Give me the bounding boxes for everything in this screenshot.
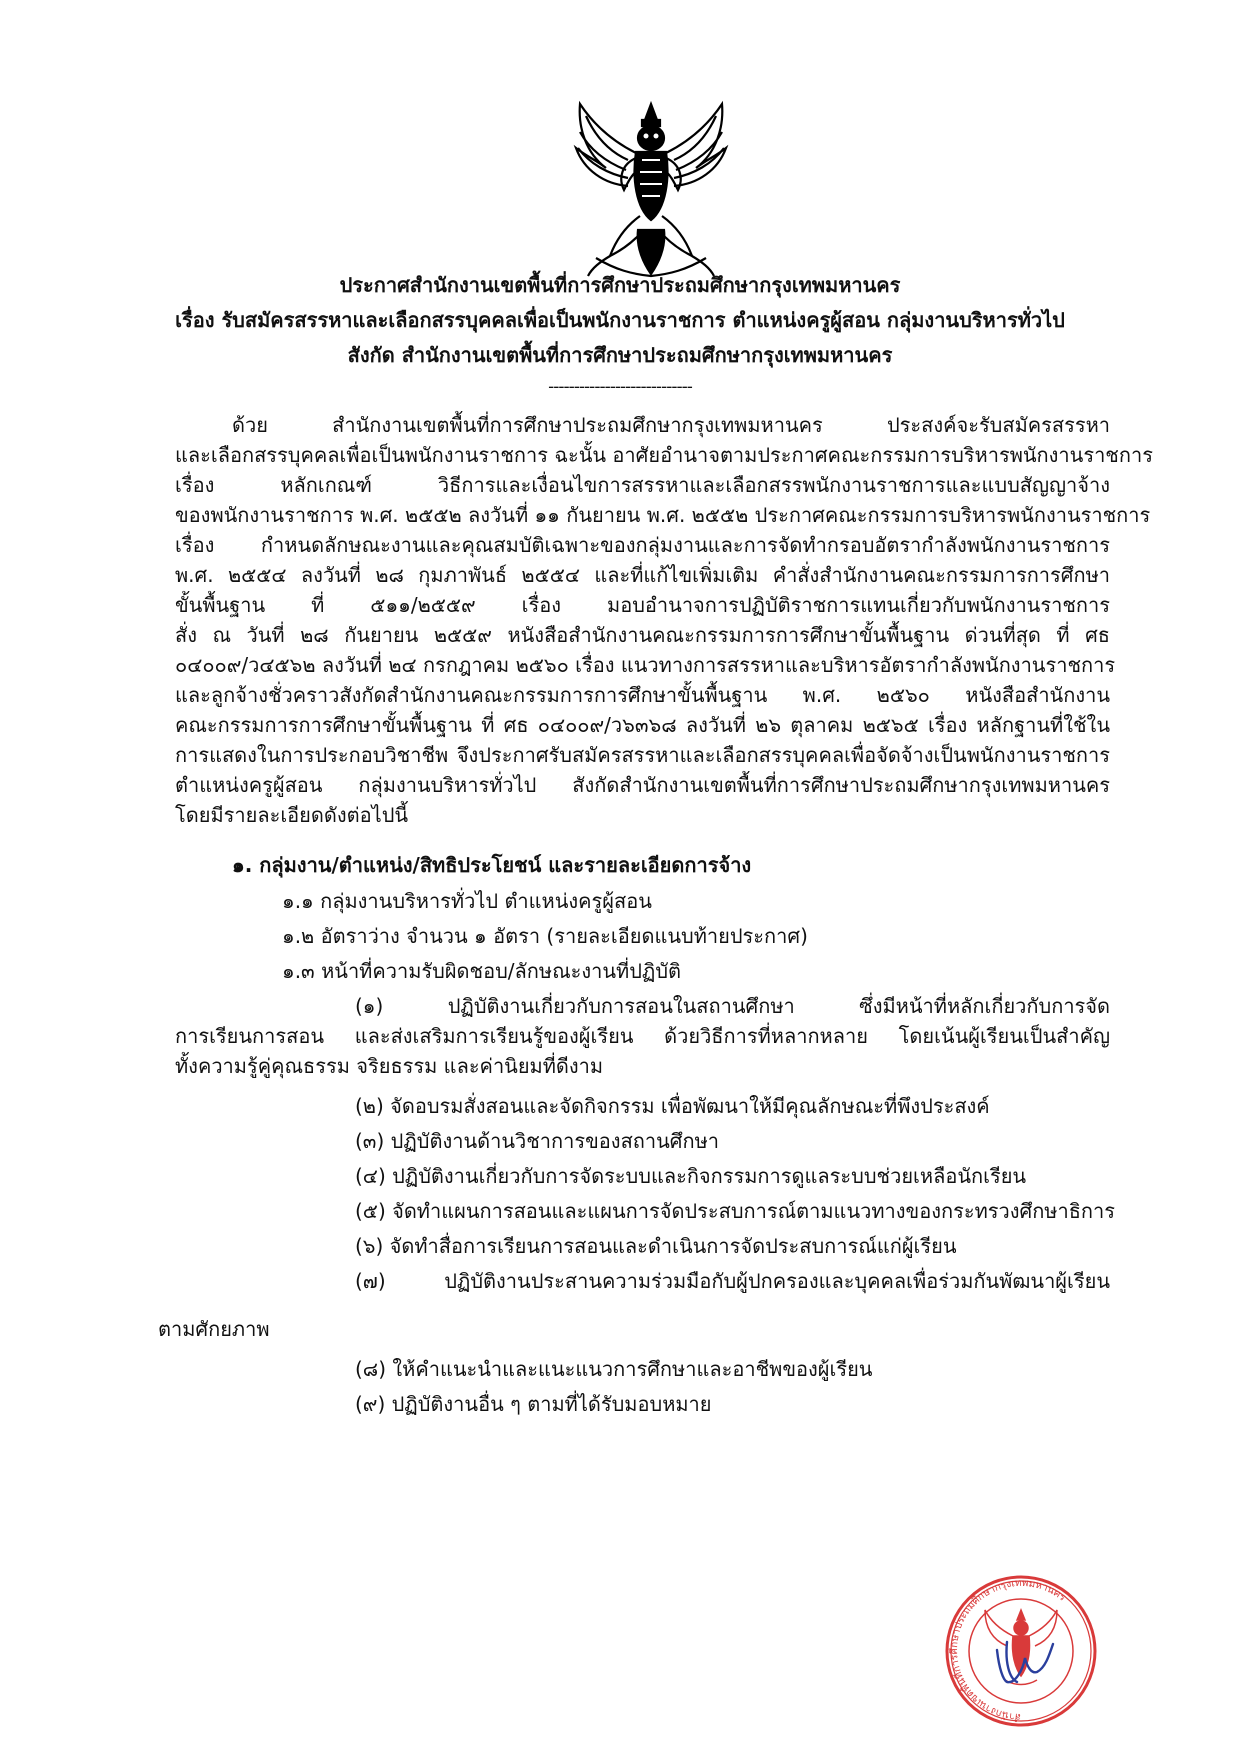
- sub-item: ๑.๑ กลุ่มงานบริหารทั่วไป ตำแหน่งครูผู้สอน: [282, 889, 652, 913]
- intro-line: และเลือกสรรบุคคลเพื่อเป็นพนักงานราชการ ฉะนั้น อาศัยอำนาจตามประกาศคณะกรรมการบริหารพนักงานราชการ: [175, 443, 1153, 467]
- announcement-affiliation: สังกัด สำนักงานเขตพื้นที่การศึกษาประถมศึกษากรุงเทพมหานคร: [347, 343, 893, 367]
- section-heading: ๑. กลุ่มงาน/ตำแหน่ง/สิทธิประโยชน์ และรายละเอียดการจ้าง: [232, 853, 752, 877]
- sub-item: ๑.๓ หน้าที่ความรับผิดชอบ/ลักษณะงานที่ปฏิบัติ: [282, 959, 682, 983]
- intro-line: และลูกจ้างชั่วคราวสังกัดสำนักงานคณะกรรมการการศึกษาขั้นพื้นฐาน พ.ศ. ๒๕๖๐ หนังสือสำนักงาน: [175, 683, 1110, 707]
- intro-line: ตำแหน่งครูผู้สอน กลุ่มงานบริหารทั่วไป สังกัดสำนักงานเขตพื้นที่การศึกษาประถมศึกษากรุงเทพมหานคร: [175, 773, 1110, 797]
- duty-item: (๔) ปฏิบัติงานเกี่ยวกับการจัดระบบและกิจกรรมการดูแลระบบช่วยเหลือนักเรียน: [355, 1164, 1027, 1188]
- duty-item: (๖) จัดทำสื่อการเรียนการสอนและดำเนินการจัดประสบการณ์แก่ผู้เรียน: [355, 1234, 957, 1258]
- sub-item: ๑.๒ อัตราว่าง จำนวน ๑ อัตรา (รายละเอียดแนบท้ายประกาศ): [282, 924, 808, 948]
- duty-item: (๒) จัดอบรมสั่งสอนและจัดกิจกรรม เพื่อพัฒนาให้มีคุณลักษณะที่พึงประสงค์: [355, 1094, 990, 1118]
- title-separator: ----------------------------: [548, 377, 692, 397]
- garuda-emblem: [566, 98, 736, 284]
- official-seal-stamp: [945, 1572, 1097, 1730]
- duty-item: (๘) ให้คำแนะนำและแนะแนวการศึกษาและอาชีพของผู้เรียน: [355, 1357, 873, 1381]
- announcement-title: ประกาศสำนักงานเขตพื้นที่การศึกษาประถมศึกษากรุงเทพมหานคร: [339, 273, 901, 297]
- seal-ring-text: สำนักงานเขตพื้นที่การศึกษาประถมศึกษากรุงเทพมหานคร: [949, 1577, 1068, 1723]
- duty-item: (๑) ปฏิบัติงานเกี่ยวกับการสอนในสถานศึกษา ซึ่งมีหน้าที่หลักเกี่ยวกับการจัด: [355, 994, 1110, 1018]
- duty-item-continued: ทั้งความรู้คู่คุณธรรม จริยธรรม และค่านิยมที่ดีงาม: [175, 1054, 604, 1078]
- intro-line: เรื่อง หลักเกณฑ์ วิธีการและเงื่อนไขการสรรหาและเลือกสรรพนักงานราชการและแบบสัญญาจ้าง: [175, 473, 1110, 497]
- duty-item-continued: ตามศักยภาพ: [158, 1317, 270, 1341]
- intro-line: การแสดงในการประกอบวิชาชีพ จึงประกาศรับสมัครสรรหาและเลือกสรรบุคคลเพื่อจัดจ้างเป็นพนักงานราชการ: [175, 743, 1110, 767]
- intro-line: พ.ศ. ๒๕๕๔ ลงวันที่ ๒๘ กุมภาพันธ์ ๒๕๕๔ และที่แก้ไขเพิ่มเติม คำสั่งสำนักงานคณะกรรมการการศึกษา: [175, 563, 1110, 587]
- intro-line: ของพนักงานราชการ พ.ศ. ๒๕๕๒ ลงวันที่ ๑๑ กันยายน พ.ศ. ๒๕๕๒ ประกาศคณะกรรมการบริหารพนักงานราชการ: [175, 503, 1151, 527]
- intro-line: ด้วย สำนักงานเขตพื้นที่การศึกษาประถมศึกษากรุงเทพมหานคร ประสงค์จะรับสมัครสรรหา: [232, 413, 1110, 437]
- intro-line: โดยมีรายละเอียดดังต่อไปนี้: [175, 803, 409, 827]
- duty-item: (๙) ปฏิบัติงานอื่น ๆ ตามที่ได้รับมอบหมาย: [355, 1392, 712, 1416]
- duty-item: (๓) ปฏิบัติงานด้านวิชาการของสถานศึกษา: [355, 1129, 720, 1153]
- announcement-subject: เรื่อง รับสมัครสรรหาและเลือกสรรบุคคลเพื่อเป็นพนักงานราชการ ตำแหน่งครูผู้สอน กลุ่มงานบริหารทั่วไป: [175, 308, 1065, 332]
- intro-line: ๐๔๐๐๙/ว๔๕๖๒ ลงวันที่ ๒๔ กรกฎาคม ๒๕๖๐ เรื่อง แนวทางการสรรหาและบริหารอัตรากำลังพนักงานราชการ: [175, 653, 1116, 677]
- duty-item: (๕) จัดทำแผนการสอนและแผนการจัดประสบการณ์ตามแนวทางของกระทรวงศึกษาธิการ: [355, 1199, 1115, 1223]
- intro-line: คณะกรรมการการศึกษาขั้นพื้นฐาน ที่ ศธ ๐๔๐๐๙/ว๖๓๖๘ ลงวันที่ ๒๖ ตุลาคม ๒๕๖๕ เรื่อง หลักฐานที่ใช้ใน: [175, 713, 1110, 737]
- intro-line: เรื่อง กำหนดลักษณะงานและคุณสมบัติเฉพาะของกลุ่มงานและการจัดทำกรอบอัตรากำลังพนักงานราชการ: [175, 533, 1110, 557]
- intro-line: สั่ง ณ วันที่ ๒๘ กันยายน ๒๕๕๙ หนังสือสำนักงานคณะกรรมการการศึกษาขั้นพื้นฐาน ด่วนที่สุด ที่ ศธ: [175, 623, 1110, 647]
- duty-item: (๗) ปฏิบัติงานประสานความร่วมมือกับผู้ปกครองและบุคคลเพื่อร่วมกันพัฒนาผู้เรียน: [355, 1269, 1110, 1293]
- duty-item-continued: การเรียนการสอน และส่งเสริมการเรียนรู้ของผู้เรียน ด้วยวิธีการที่หลากหลาย โดยเน้นผู้เรียนเป็นสำคัญ: [175, 1024, 1110, 1048]
- intro-line: ขั้นพื้นฐาน ที่ ๕๑๑/๒๕๕๙ เรื่อง มอบอำนาจการปฏิบัติราชการแทนเกี่ยวกับพนักงานราชการ: [175, 593, 1110, 617]
